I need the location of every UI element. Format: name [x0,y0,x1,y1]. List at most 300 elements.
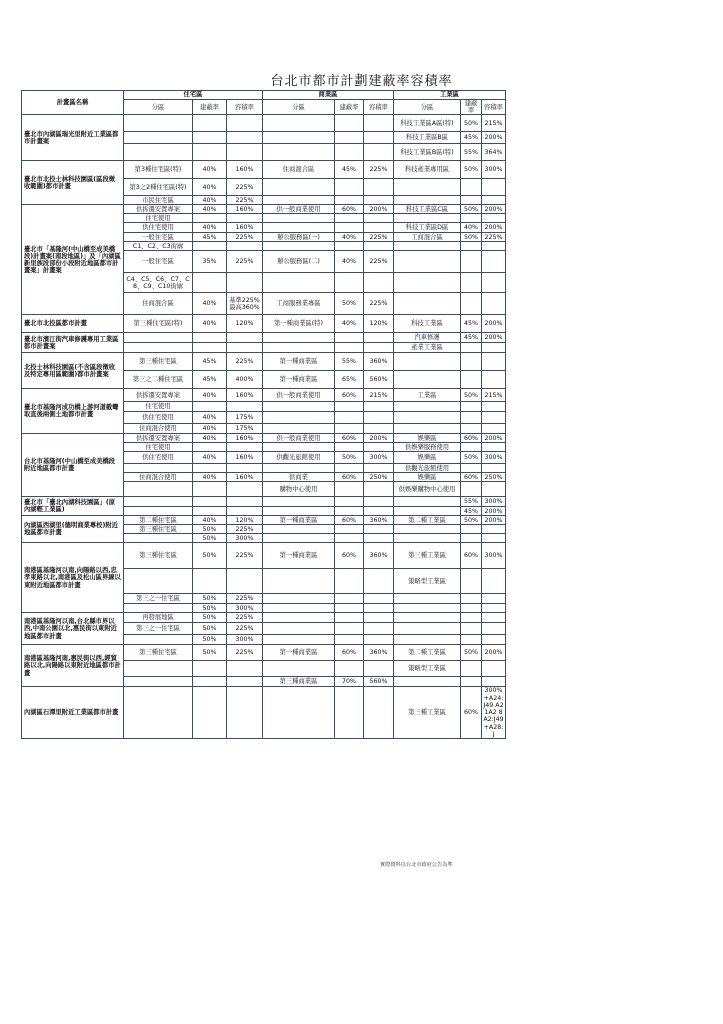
residential-zone-cell [124,507,193,516]
commercial-coverage-cell [335,242,364,251]
commercial-zone-cell: 辦公服務區(一) [263,233,335,242]
plan-name-cell: 臺北市「臺北內湖科技園區」(原內湖輕工業區) [22,497,124,516]
commercial-far-cell [364,594,394,604]
header-zone: 分區 [263,100,335,115]
commercial-zone-cell [263,687,335,739]
commercial-zone-cell [263,242,335,251]
commercial-coverage-cell [335,534,364,543]
commercial-zone-cell: 第一種商業區 [263,645,335,661]
industrial-zone-cell: 第三種工業區 [394,543,461,569]
industrial-far-cell [482,343,506,353]
commercial-coverage-cell: 60% [335,543,364,569]
commercial-far-cell: 560% [364,677,394,687]
commercial-far-cell [364,343,394,353]
table-row [22,115,506,132]
industrial-zone-cell: 汽車修護 [394,333,461,343]
industrial-far-cell: 200% [482,315,506,333]
commercial-coverage-cell: 40% [335,251,364,273]
industrial-coverage-cell [461,443,482,452]
commercial-far-cell: 360% [364,645,394,661]
commercial-zone-cell: 第一種商業區 [263,516,335,525]
commercial-zone-cell [263,223,335,233]
commercial-zone-cell [263,333,335,343]
residential-zone-cell: 住商混合使用 [124,473,193,482]
commercial-coverage-cell: 45% [335,161,364,179]
industrial-far-cell [482,242,506,251]
residential-far-cell [227,569,263,594]
commercial-zone-cell: 第三種商業區 [263,677,335,687]
commercial-zone-cell: 第一種商業區 [263,543,335,569]
plan-name-cell: 臺北市「基隆河(中山橋至成美橋段)計畫案(南段地區)」及「內湖區新里族段部份小段附近地區都市計畫案」計畫案 [22,205,124,315]
industrial-far-cell [482,424,506,434]
commercial-far-cell [364,402,394,412]
industrial-coverage-cell [461,677,482,687]
residential-zone-cell [124,144,193,161]
industrial-zone-cell: 工業區 [394,389,461,402]
commercial-zone-cell [263,525,335,534]
commercial-far-cell [364,223,394,233]
commercial-far-cell: 225% [364,233,394,242]
industrial-coverage-cell [461,371,482,389]
residential-far-cell: 160% [227,434,263,443]
header-zone: 分區 [394,100,461,115]
footnote: 實際資料以台北市政府公告為準 [380,862,453,868]
residential-far-cell: 160% [227,389,263,402]
commercial-coverage-cell: 50% [335,452,364,464]
commercial-coverage-cell [335,196,364,205]
industrial-far-cell [482,525,506,534]
residential-far-cell [227,402,263,412]
commercial-zone-cell: 辦公服務區(二) [263,251,335,273]
residential-zone-cell: 第3種住宅區(特) [124,161,193,179]
commercial-far-cell: 215% [364,389,394,402]
industrial-zone-cell: 第二種工業區 [394,516,461,525]
residential-coverage-cell: 40% [193,179,227,196]
industrial-far-cell: 300% [482,543,506,569]
residential-far-cell [227,214,263,223]
commercial-zone-cell [263,613,335,623]
industrial-coverage-cell [461,273,482,293]
residential-zone-cell: 供住宅使用 [124,452,193,464]
industrial-coverage-cell [461,343,482,353]
commercial-far-cell [364,214,394,223]
commercial-zone-cell [263,497,335,507]
table-body [22,115,506,739]
industrial-coverage-cell [461,525,482,534]
residential-far-cell: 120% [227,315,263,333]
residential-zone-cell [124,534,193,543]
residential-coverage-cell: 45% [193,233,227,242]
residential-coverage-cell: 40% [193,293,227,315]
industrial-coverage-cell [461,604,482,613]
header-plan-name: 計畫區名稱 [22,91,124,115]
residential-far-cell [227,482,263,497]
commercial-coverage-cell [335,273,364,293]
residential-far-cell [227,333,263,343]
commercial-zone-cell [263,443,335,452]
residential-far-cell: 160% [227,473,263,482]
commercial-far-cell: 360% [364,543,394,569]
residential-coverage-cell [193,333,227,343]
residential-zone-cell: 第三之一住宅區 [124,623,193,635]
industrial-zone-cell [394,196,461,205]
industrial-coverage-cell: 45% [461,132,482,144]
residential-coverage-cell: 40% [193,424,227,434]
industrial-zone-cell: 科技工業區D區 [394,223,461,233]
residential-zone-cell: 第三之一住宅區 [124,594,193,604]
residential-zone-cell: 住商混合區 [124,293,193,315]
industrial-coverage-cell [461,594,482,604]
residential-far-cell: 300% [227,604,263,613]
commercial-far-cell [364,132,394,144]
industrial-coverage-cell: 40% [461,223,482,233]
residential-zone-cell [124,497,193,507]
commercial-coverage-cell: 60% [335,473,364,482]
industrial-far-cell: 364% [482,144,506,161]
industrial-far-cell [482,635,506,645]
commercial-coverage-cell [335,132,364,144]
commercial-coverage-cell [335,525,364,534]
industrial-far-cell: 225% [482,233,506,242]
industrial-zone-cell: 策略型工業區 [394,661,461,677]
residential-coverage-cell [193,273,227,293]
industrial-coverage-cell: 60% [461,434,482,443]
residential-far-cell: 225% [227,594,263,604]
commercial-coverage-cell [335,623,364,635]
residential-coverage-cell [193,144,227,161]
commercial-coverage-cell: 50% [335,293,364,315]
commercial-coverage-cell: 40% [335,233,364,242]
industrial-coverage-cell: 45% [461,315,482,333]
industrial-zone-cell: 供娛樂服務使用 [394,443,461,452]
residential-far-cell [227,115,263,132]
industrial-far-cell: 250% [482,473,506,482]
residential-zone-cell [124,677,193,687]
residential-far-cell [227,144,263,161]
plan-name-cell: 臺北市濱江街汽車修護專用工業區都市計畫案 [22,333,124,353]
residential-far-cell: 225% [227,196,263,205]
commercial-zone-cell: 第一種商業區 [263,353,335,371]
plan-name-cell: 南港區基隆河以南,台北縣市界以西,中南公園以北,惠民街以東附近地區都市計畫 [22,613,124,645]
industrial-zone-cell: 工商混合區 [394,233,461,242]
plan-name-cell: 台北市基隆河(中山橋至成美橋段附近地區都市計畫 [22,434,124,497]
industrial-zone-cell [394,273,461,293]
commercial-zone-cell: 供觀光旅館使用 [263,452,335,464]
plan-name-cell: 北投士林科技園區(不含區段徵收及特定專用區範圍)都市計畫案 [22,353,124,389]
commercial-coverage-cell [335,613,364,623]
commercial-coverage-cell: 60% [335,389,364,402]
residential-coverage-cell [193,661,227,677]
commercial-zone-cell [263,144,335,161]
commercial-zone-cell [263,594,335,604]
commercial-far-cell [364,507,394,516]
commercial-far-cell: 360% [364,516,394,525]
industrial-zone-cell [394,497,461,507]
residential-zone-cell [124,604,193,613]
industrial-far-cell [482,273,506,293]
residential-zone-cell [124,464,193,473]
commercial-coverage-cell [335,687,364,739]
residential-far-cell [227,443,263,452]
industrial-far-cell [482,613,506,623]
industrial-zone-cell: 科技工業區A區(特) [394,115,461,132]
industrial-far-cell [482,214,506,223]
residential-far-cell: 175% [227,424,263,434]
industrial-far-cell: 200% [482,223,506,233]
table-row [22,434,506,443]
residential-coverage-cell: 50% [193,525,227,534]
commercial-zone-cell [263,115,335,132]
industrial-far-cell: 300% [482,161,506,179]
residential-zone-cell: 住宅使用 [124,443,193,452]
industrial-zone-cell [394,604,461,613]
residential-far-cell: 300% [227,635,263,645]
commercial-zone-cell: 購物中心使用 [263,482,335,497]
commercial-far-cell [364,623,394,635]
plan-name-cell: 臺北市北投區都市計畫 [22,315,124,333]
commercial-far-cell [364,534,394,543]
industrial-coverage-cell [461,661,482,677]
commercial-far-cell [364,144,394,161]
industrial-zone-cell: 娛樂區 [394,452,461,464]
industrial-coverage-cell: 50% [461,233,482,242]
residential-zone-cell: 第三種住宅區(特) [124,315,193,333]
residential-coverage-cell: 40% [193,412,227,424]
header-far: 容積率 [227,100,263,115]
commercial-zone-cell [263,661,335,677]
residential-coverage-cell [193,497,227,507]
industrial-far-cell [482,464,506,473]
residential-far-cell: 225% [227,233,263,242]
commercial-coverage-cell: 70% [335,677,364,687]
industrial-coverage-cell: 55% [461,497,482,507]
table-row [22,205,506,214]
commercial-coverage-cell [335,115,364,132]
residential-coverage-cell: 40% [193,516,227,525]
commercial-coverage-cell [335,424,364,434]
industrial-far-cell: 200% [482,333,506,343]
header-far: 容積率 [364,100,394,115]
table-row [22,161,506,179]
commercial-far-cell: 200% [364,205,394,214]
commercial-far-cell [364,196,394,205]
industrial-coverage-cell: 50% [461,205,482,214]
header-coverage: 建蔽率 [335,100,364,115]
table-row [22,645,506,661]
industrial-zone-cell [394,242,461,251]
commercial-zone-cell: 第一種商業區(特) [263,315,335,333]
industrial-far-cell [482,594,506,604]
residential-zone-cell [124,569,193,594]
commercial-far-cell: 360% [364,353,394,371]
industrial-zone-cell: 娛樂區 [394,473,461,482]
industrial-far-cell [482,179,506,196]
industrial-zone-cell [394,371,461,389]
commercial-zone-cell [263,273,335,293]
residential-far-cell: 225% [227,543,263,569]
header-residential: 住宅區 [124,91,263,100]
table-row [22,333,506,343]
header-coverage: 建蔽率 [193,100,227,115]
industrial-far-cell [482,569,506,594]
commercial-zone-cell [263,214,335,223]
industrial-far-cell [482,604,506,613]
residential-coverage-cell: 50% [193,543,227,569]
residential-zone-cell [124,115,193,132]
industrial-coverage-cell: 50% [461,115,482,132]
plan-name-cell: 臺北市北投士林科技園區(區段徵收範圍)都市計畫 [22,161,124,205]
industrial-coverage-cell [461,569,482,594]
residential-zone-cell: 第3之2種住宅區(特) [124,179,193,196]
residential-far-cell: 400% [227,371,263,389]
residential-coverage-cell: 35% [193,251,227,273]
residential-coverage-cell: 40% [193,434,227,443]
commercial-zone-cell: 供一般商業使用 [263,434,335,443]
residential-far-cell: 225% [227,613,263,623]
commercial-zone-cell [263,507,335,516]
residential-coverage-cell: 50% [193,645,227,661]
residential-far-cell [227,464,263,473]
plan-name-cell: 內湖區石潭里附近工業區都市計畫 [22,687,124,739]
industrial-coverage-cell [461,293,482,315]
residential-zone-cell: 第三種住宅區 [124,353,193,371]
table-row [22,497,506,507]
industrial-coverage-cell [461,402,482,412]
residential-far-cell: 160% [227,452,263,464]
residential-coverage-cell: 50% [193,604,227,613]
commercial-far-cell [364,604,394,613]
residential-zone-cell: 第三種住宅區 [124,645,193,661]
industrial-coverage-cell [461,635,482,645]
residential-far-cell [227,497,263,507]
industrial-coverage-cell: 60% [461,687,482,739]
commercial-coverage-cell [335,635,364,645]
commercial-zone-cell: 供一般商業使用 [263,205,335,214]
commercial-coverage-cell: 55% [335,353,364,371]
residential-coverage-cell: 50% [193,635,227,645]
residential-zone-cell: 第三種住宅區 [124,543,193,569]
industrial-far-cell: 200% [482,205,506,214]
residential-zone-cell: 一般住宅區 [124,251,193,273]
commercial-zone-cell [263,569,335,594]
industrial-far-cell: 300%+A24:J49 A21A2 8A2:J49 +A28:J [483,687,504,738]
commercial-coverage-cell [335,594,364,604]
residential-far-cell [227,273,263,293]
residential-far-cell: 基準225% 最高360% [227,293,263,315]
commercial-zone-cell [263,635,335,645]
residential-far-cell: 225% [227,623,263,635]
commercial-far-cell [364,115,394,132]
residential-zone-cell [124,333,193,343]
commercial-far-cell [364,424,394,434]
industrial-zone-cell [394,412,461,424]
plan-name-cell: 南港區基隆河南,惠民街以西,經貿路以北,向陽路以東附近地區都市計畫 [22,645,124,687]
industrial-coverage-cell [461,353,482,371]
residential-zone-cell: 供住宅使用 [124,223,193,233]
commercial-coverage-cell [335,443,364,452]
industrial-coverage-cell [461,412,482,424]
commercial-coverage-cell [335,497,364,507]
industrial-zone-cell [394,251,461,273]
residential-zone-cell: 住宅使用 [124,214,193,223]
residential-zone-cell [124,343,193,353]
commercial-zone-cell [263,132,335,144]
industrial-far-cell: 300% [482,452,506,464]
commercial-zone-cell: 住商混合區 [263,161,335,179]
commercial-coverage-cell: 60% [335,434,364,443]
industrial-far-cell: 300% [482,497,506,507]
industrial-far-cell [482,371,506,389]
commercial-far-cell: 120% [364,315,394,333]
residential-far-cell [227,661,263,677]
industrial-coverage-cell [461,251,482,273]
industrial-far-cell: 200% [482,132,506,144]
residential-zone-cell: 第三之二種住宅區 [124,371,193,389]
residential-coverage-cell [193,242,227,251]
header-coverage: 建蔽率 [461,100,482,115]
residential-coverage-cell: 40% [193,161,227,179]
commercial-coverage-cell [335,402,364,412]
commercial-coverage-cell [335,343,364,353]
commercial-coverage-cell: 60% [335,205,364,214]
commercial-coverage-cell: 40% [335,315,364,333]
commercial-coverage-cell [335,214,364,223]
industrial-zone-cell: 娛樂區 [394,434,461,443]
residential-far-cell: 175% [227,412,263,424]
residential-far-cell: 225% [227,353,263,371]
industrial-far-cell [482,661,506,677]
industrial-far-cell: 200% [482,434,506,443]
residential-zone-cell [124,687,193,739]
residential-coverage-cell: 40% [193,315,227,333]
commercial-coverage-cell [335,604,364,613]
commercial-far-cell: 250% [364,473,394,482]
industrial-zone-cell: 科技工業區C區 [394,205,461,214]
table-row [22,687,506,739]
residential-zone-cell: 供拆遷安置專案 [124,434,193,443]
industrial-coverage-cell [461,242,482,251]
residential-coverage-cell: 40% [193,205,227,214]
industrial-zone-cell [394,179,461,196]
commercial-far-cell [364,497,394,507]
commercial-zone-cell [263,402,335,412]
commercial-zone-cell [263,424,335,434]
industrial-coverage-cell [461,424,482,434]
industrial-zone-cell [394,677,461,687]
industrial-zone-cell: 科技工業區B區(特) [394,144,461,161]
residential-far-cell [227,677,263,687]
residential-far-cell [227,507,263,516]
industrial-coverage-cell [461,534,482,543]
commercial-zone-cell: 供一般商業使用 [263,389,335,402]
industrial-far-cell [482,482,506,497]
industrial-zone-cell: 供觀光旅館使用 [394,464,461,473]
residential-zone-cell [124,635,193,645]
table-row [22,315,506,333]
commercial-coverage-cell [335,661,364,677]
industrial-coverage-cell: 50% [461,389,482,402]
residential-coverage-cell [193,132,227,144]
residential-zone-cell: 供住宅使用 [124,412,193,424]
industrial-coverage-cell: 45% [461,333,482,343]
industrial-zone-cell: 第三種工業區 [394,687,461,739]
residential-zone-cell: 住商混合使用 [124,424,193,434]
industrial-coverage-cell [461,179,482,196]
residential-far-cell: 160% [227,223,263,233]
residential-coverage-cell: 40% [193,452,227,464]
residential-zone-cell: 第二種住宅區 [124,516,193,525]
residential-coverage-cell [193,687,227,739]
